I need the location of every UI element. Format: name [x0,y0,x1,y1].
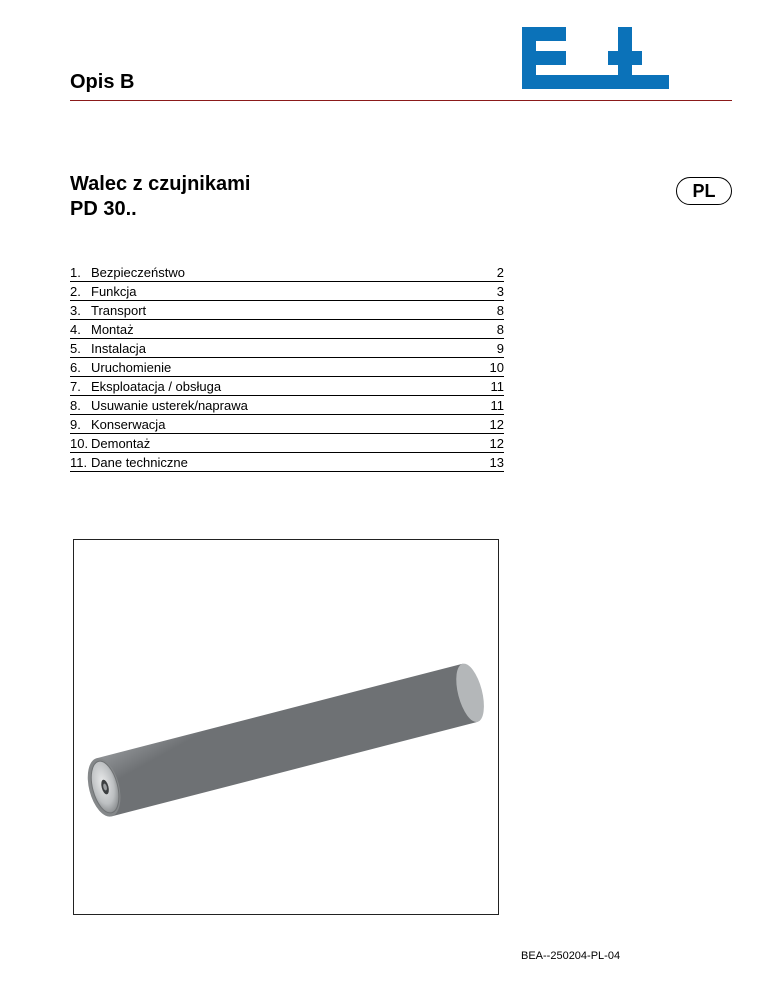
toc-number: 1. [70,265,81,280]
toc-row[interactable] [70,283,504,301]
toc-label: Dane techniczne [91,455,188,470]
toc-label: Bezpieczeństwo [91,265,185,280]
toc-page: 8 [496,303,504,318]
toc-label: Konserwacja [91,417,166,432]
toc-page: 13 [489,455,504,470]
toc-page: 11 [490,379,504,394]
toc-page: 11 [490,398,504,413]
roller-body [82,661,489,820]
toc-number: 7. [70,379,81,394]
toc-label: Transport [91,303,147,318]
document-code: BEA--250204-PL-04 [521,950,621,962]
toc-page: 3 [496,284,504,299]
table-of-contents [70,264,504,473]
toc-page: 9 [496,341,504,356]
document-title [70,172,250,222]
toc-page: 10 [489,360,504,375]
product-photo [73,539,499,915]
toc-row[interactable] [70,435,504,453]
toc-page: 2 [496,265,504,280]
toc-row[interactable] [70,397,504,415]
toc-label: Uruchomienie [91,360,172,375]
toc-row[interactable] [70,416,504,434]
toc-number: 6. [70,360,81,375]
toc-label: Demontaż [91,436,151,451]
toc-row[interactable] [70,378,504,396]
toc-row[interactable] [70,454,504,472]
toc-number: 4. [70,322,81,337]
logo-shapes [522,27,669,89]
company-logo [522,27,669,89]
toc-page: 12 [489,436,504,451]
document-title-line2: PD 30.. [70,198,137,220]
toc-page: 8 [496,322,504,337]
toc-number: 3. [70,303,81,318]
toc-row[interactable] [70,321,504,339]
header-divider [70,100,732,101]
toc-number: 9. [70,417,81,432]
toc-label: Eksploatacja / obsługa [91,379,222,394]
toc-label: Funkcja [91,284,137,299]
toc-number: 8. [70,398,81,413]
toc-label: Montaż [91,322,134,337]
toc-row[interactable] [70,302,504,320]
toc-row[interactable] [70,359,504,377]
toc-row[interactable] [70,340,504,358]
header-title: Opis B [70,71,135,93]
toc-page: 12 [489,417,504,432]
toc-number: 2. [70,284,81,299]
document-title-line1: Walec z czujnikami [70,173,251,195]
toc-number: 11. [70,455,88,470]
language-badge: PL [676,177,732,205]
toc-row[interactable] [70,264,504,282]
roller-image [74,540,498,914]
toc-label: Usuwanie usterek/naprawa [91,398,248,413]
toc-label: Instalacja [91,341,146,356]
toc-number: 5. [70,341,81,356]
toc-number: 10. [70,436,89,451]
